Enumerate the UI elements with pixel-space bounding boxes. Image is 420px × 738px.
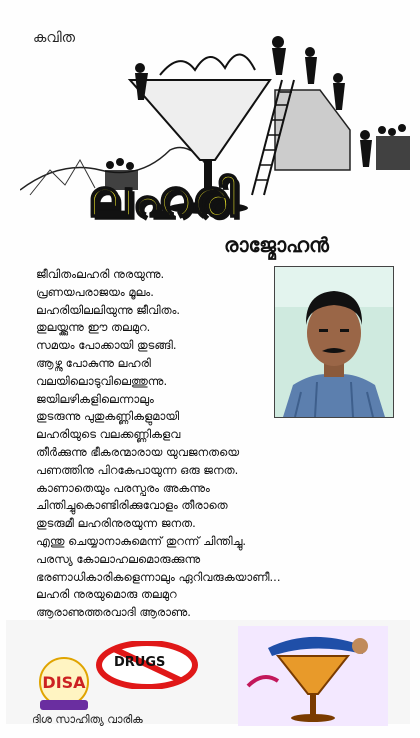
- poem-line: ലഹരിയിലലിയുന്നു ജീവിതം.: [36, 302, 181, 317]
- poem-line: ആരാണുത്തരവാദി ആരാണു.: [36, 605, 191, 620]
- poem-body: [36, 266, 286, 658]
- poem-line: പരസ്യ കോലാഹലമൊരുക്കുന്നു: [36, 551, 201, 566]
- poem-title: ലഹരി: [88, 170, 239, 228]
- poem-line: ജീവിതംലഹരി നുരയുന്നു.: [36, 267, 165, 281]
- author-name: രാജ്മോഹൻ: [224, 233, 329, 257]
- publisher-name: ദിശ സാഹിത്യ വാരിക: [32, 713, 143, 726]
- poem-line: തുലയ്ക്കുന്നു ഈ തലമുറ.: [36, 320, 151, 335]
- poem-line: സമയം പോക്കായി തുടങ്ങി.: [36, 338, 177, 353]
- disha-logo: [36, 656, 92, 712]
- poem-line: ജയിലഴികളിലെന്നാലും: [36, 391, 154, 406]
- author-portrait: [275, 267, 393, 417]
- poem-line: എന്തു ചെയ്യാനാകുമെന്ന് തുറന്ന് ചിന്തിച്ചു.: [36, 533, 247, 548]
- poem-line: പണത്തിനു പിറകേപായുന്ന ഒരു ജനത.: [36, 462, 239, 477]
- poem-line: ലഹരി നുരയുമൊരു തലമുറ: [36, 587, 177, 602]
- section-label: കവിത: [33, 30, 76, 46]
- poem-line: തുടരുമീ ലഹരിനുരയുന്ന ജനത.: [36, 516, 196, 531]
- poem-line: തുടരുന്നു പുതുകണ്ണികളുമായി: [36, 409, 180, 424]
- poem-line: വലയിലൊടുവിലെത്തുന്നു.: [36, 373, 168, 388]
- poem-line: ചിന്തിച്ചുകൊണ്ടിരിക്കുവോളം തീരാതെ: [36, 498, 228, 513]
- poem-line: ഭരണാധികാരികളെന്നാലും ഏറിവരുകയാണീ...: [36, 569, 281, 584]
- poem-header: [0, 0, 420, 262]
- svg-text:DISA: DISA: [42, 673, 86, 692]
- author-photo: [274, 266, 394, 418]
- poem-line: ആഴ്ന്നു പോകുന്നു ലഹരി: [36, 355, 151, 370]
- poem-line: കാണാതെയും പരസ്പരം അകന്നും: [36, 480, 210, 495]
- poem-line: തീർക്കുന്നു ഭീകരന്മാരായ യുവജനതയെ: [36, 444, 240, 459]
- poem-line: ലഹരിയുടെ വലക്കണ്ണികളവ: [36, 427, 181, 442]
- drugs-label: DRUGS: [114, 655, 166, 670]
- wine-glass-illustration: [238, 626, 388, 726]
- poem-line: പ്രണയപരാജയം മൂലം.: [36, 284, 154, 299]
